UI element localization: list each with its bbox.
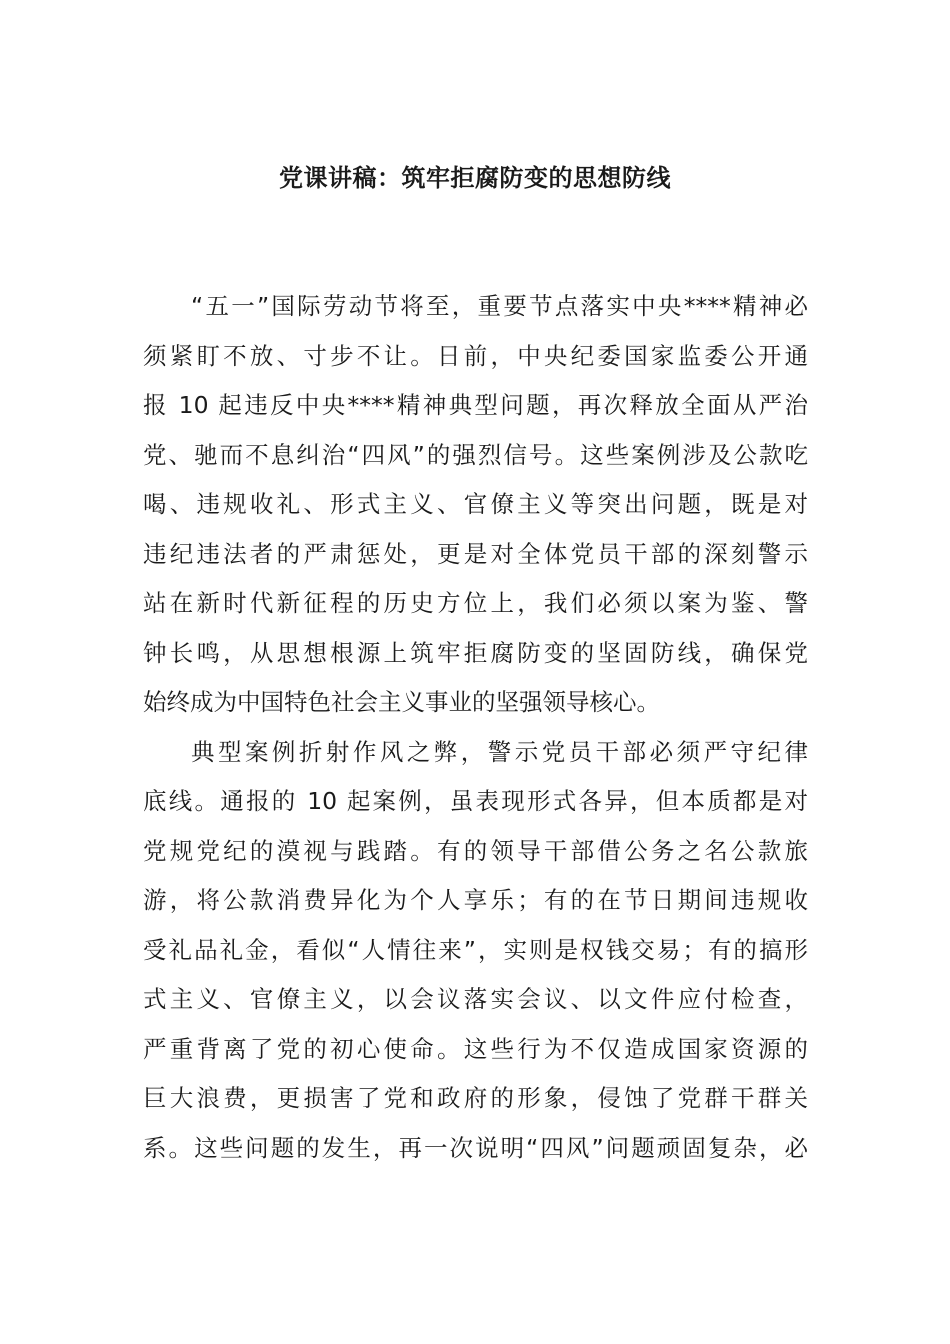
document-body bbox=[143, 282, 808, 1173]
paragraph-2-line-6: 式主义、官僚主义，以会议落实会议、以文件应付检查， bbox=[143, 985, 808, 1013]
paragraph-2-line-1: 典型案例折射作风之弊，警示党员干部必须严守纪律 bbox=[191, 737, 808, 766]
paragraph-2-line-3: 党规党纪的漠视与践踏。有的领导干部借公务之名公款旅 bbox=[143, 836, 808, 865]
paragraph-1-line-4: 党、驰而不息纠治“四风”的强烈信号。这些案例涉及公款吃 bbox=[143, 440, 808, 469]
paragraph-2-line-5: 受礼品礼金，看似“人情往来”，实则是权钱交易；有的搞形 bbox=[143, 935, 808, 964]
paragraph-2-line-2: 底线。通报的 10 起案例，虽表现形式各异，但本质都是对 bbox=[143, 787, 808, 815]
document-title: 党课讲稿：筑牢拒腐防变的思想防线 bbox=[279, 164, 671, 192]
paragraph-2-line-7: 严重背离了党的初心使命。这些行为不仅造成国家资源的 bbox=[143, 1034, 808, 1063]
paragraph-1-line-6: 违纪违法者的严肃惩处，更是对全体党员干部的深刻警示 bbox=[143, 539, 808, 568]
paragraph-1-line-8: 钟长鸣，从思想根源上筑牢拒腐防变的坚固防线，确保党 bbox=[143, 638, 808, 667]
paragraph-1-line-7: 站在新时代新征程的历史方位上，我们必须以案为鉴、警 bbox=[143, 589, 808, 617]
paragraph-1-line-2: 须紧盯不放、寸步不让。日前，中央纪委国家监委公开通 bbox=[143, 341, 808, 370]
paragraph-1-line-9: 始终成为中国特色社会主义事业的坚强领导核心。 bbox=[143, 688, 660, 716]
paragraph-1-line-3: 报 10 起违反中央****精神典型问题，再次释放全面从严治 bbox=[143, 391, 808, 419]
paragraph-2-line-9: 系。这些问题的发生，再一次说明“四风”问题顽固复杂，必 bbox=[143, 1133, 808, 1162]
paragraph-2-line-4: 游，将公款消费异化为个人享乐；有的在节日期间违规收 bbox=[143, 886, 808, 914]
paragraph-2-line-8: 巨大浪费，更损害了党和政府的形象，侵蚀了党群干群关 bbox=[143, 1084, 808, 1112]
paragraph-1-line-1: “五一”国际劳动节将至，重要节点落实中央****精神必 bbox=[191, 292, 808, 320]
paragraph-1-line-5: 喝、违规收礼、形式主义、官僚主义等突出问题，既是对 bbox=[143, 490, 808, 518]
